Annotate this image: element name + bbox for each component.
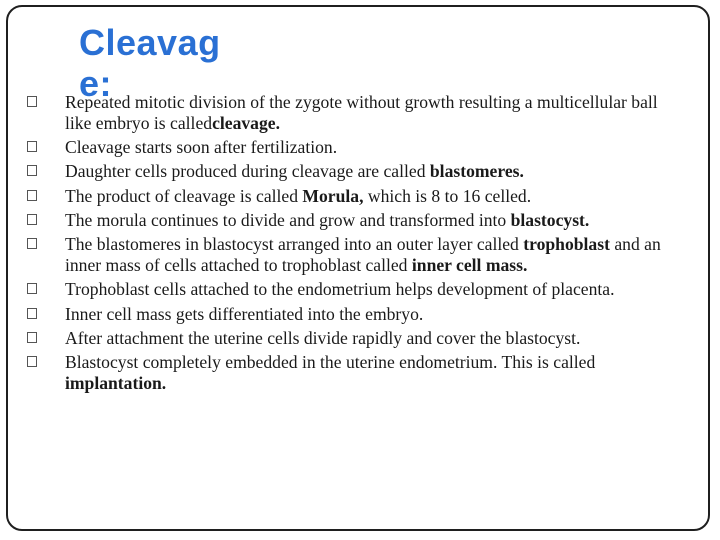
bullet-text: which is 8 to 16 celled. <box>363 185 532 206</box>
bullet-bold-text: blastocyst. <box>510 209 590 230</box>
bullet-item <box>27 186 667 207</box>
bullet-box-icon <box>27 141 37 152</box>
bullet-bold-text: cleavage. <box>212 112 280 133</box>
bullet-text: Daughter cells produced during cleavage are called <box>65 161 430 182</box>
bullet-box-icon <box>27 165 37 176</box>
bullet-box-icon <box>27 238 37 249</box>
bullet-text: Repeated mitotic division of the zygote without growth resulting a multicellular ball like embryo is called <box>65 92 658 133</box>
bullet-item <box>27 161 667 182</box>
bullet-text: The blastomeres in blastocyst arranged into an outer layer called <box>65 234 524 255</box>
bullet-bold-text: implantation. <box>65 373 167 394</box>
bullet-box-icon <box>27 356 37 367</box>
bullet-box-icon <box>27 283 37 294</box>
bullet-box-icon <box>27 190 37 201</box>
bullet-box-icon <box>27 332 37 343</box>
bullet-box-icon <box>27 96 37 107</box>
bullet-list <box>27 92 667 394</box>
bullet-text: The product of cleavage is called <box>65 185 303 206</box>
bullet-text: Cleavage starts soon after fertilization. <box>65 137 338 158</box>
bullet-bold-text: trophoblast <box>523 234 610 255</box>
bullet-text: Inner cell mass gets differentiated into the embryo. <box>65 303 424 324</box>
bullet-box-icon <box>27 214 37 225</box>
bullet-text: Blastocyst completely embedded in the uterine endometrium. This is called <box>65 352 596 373</box>
bullet-item <box>27 234 667 276</box>
bullet-item <box>27 210 667 231</box>
bullet-item <box>27 328 667 349</box>
bullet-text: and an inner mass of cells attached to trophoblast called <box>65 234 661 276</box>
bullet-text: The morula continues to divide and grow and transformed into <box>65 209 511 230</box>
bullet-bold-text: blastomeres. <box>429 161 524 182</box>
slide-title: Cleavag e: <box>79 22 221 104</box>
bullet-text: Trophoblast cells attached to the endometrium helps development of placenta. <box>65 279 615 300</box>
bullet-box-icon <box>27 308 37 319</box>
bullet-item <box>27 137 667 158</box>
bullet-item <box>27 352 667 394</box>
bullet-bold-text: Morula, <box>302 185 364 206</box>
bullet-bold-text: inner cell mass. <box>411 255 528 276</box>
bullet-item <box>27 279 667 300</box>
bullet-text: After attachment the uterine cells divide rapidly and cover the blastocyst. <box>65 327 581 348</box>
bullet-item <box>27 92 667 134</box>
bullet-item <box>27 304 667 325</box>
